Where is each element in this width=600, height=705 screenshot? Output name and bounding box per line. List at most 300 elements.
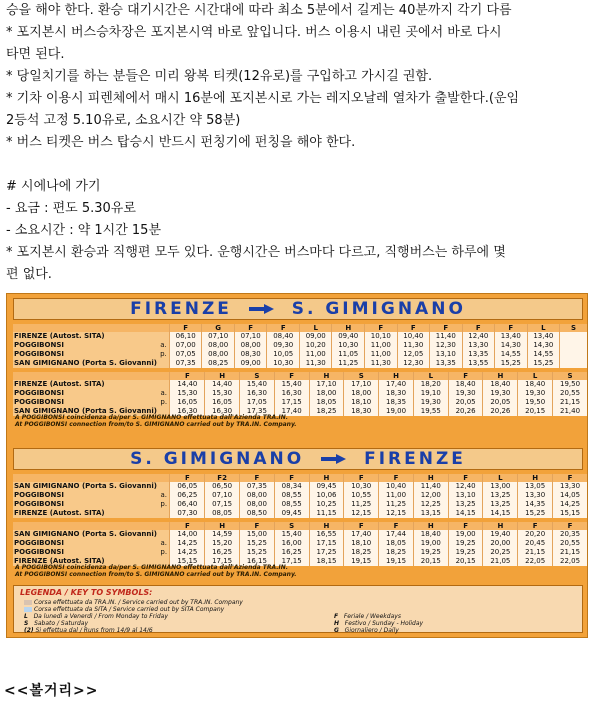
- table-row: [13, 341, 587, 350]
- legend-item: L Da lunedì a Venerdì / From Monday to Friday: [24, 613, 168, 620]
- departure-time: 16,30: [240, 389, 275, 398]
- station-name: POGGIBONSI: [14, 539, 64, 547]
- station-name: SAN GIMIGNANO (Porta S. Giovanni): [14, 530, 157, 538]
- text-line: 편 없다.: [6, 267, 52, 282]
- arrow-right-icon: [321, 454, 347, 464]
- service-code-row: [13, 324, 587, 332]
- departure-time: 08,00: [202, 341, 235, 350]
- departure-time: 19,15: [379, 557, 414, 566]
- departure-time: 18,00: [344, 389, 379, 398]
- departure-time: 19,40: [483, 530, 518, 539]
- arr-dep-marker: a.: [160, 491, 167, 499]
- departure-time: 15,30: [205, 389, 240, 398]
- departure-time: 10,30: [332, 341, 365, 350]
- text-line: * 포지본시 버스승차장은 포지본시역 바로 앞입니다. 버스 이용시 내린 곳에서 바로 다시: [6, 25, 502, 40]
- departure-time: 09,00: [299, 332, 332, 341]
- service-code: F2: [205, 474, 240, 482]
- service-code: F: [518, 522, 553, 530]
- route-to: S. GIMIGNANO: [291, 299, 466, 319]
- departure-time: 15,25: [518, 509, 553, 518]
- service-code: L: [483, 474, 518, 482]
- station-name: POGGIBONSI: [14, 389, 64, 397]
- departure-time: 14,30: [527, 341, 560, 350]
- service-code: F: [344, 474, 379, 482]
- table-row: [13, 398, 587, 407]
- swatch-sita: [24, 607, 32, 612]
- arr-dep-marker: a.: [160, 341, 167, 349]
- departure-time: 10,40: [397, 332, 430, 341]
- departure-time: 13,10: [448, 491, 483, 500]
- timetable-block: [13, 324, 587, 368]
- departure-time: 10,10: [365, 332, 398, 341]
- text-line: # 시에나에 가기: [6, 179, 101, 194]
- service-code: H: [518, 474, 553, 482]
- departure-time: 19,50: [518, 398, 553, 407]
- text-line: * 기차 이용시 피렌체에서 매시 16분에 포지본시로 가는 레지오날레 열차가 출발한다.(운임: [6, 91, 520, 106]
- service-code: H: [483, 522, 518, 530]
- service-code: F: [379, 522, 414, 530]
- departure-time: 07,30: [170, 509, 205, 518]
- departure-time: 16,30: [274, 389, 309, 398]
- departure-time: 20,25: [483, 548, 518, 557]
- service-code-row: [13, 372, 587, 380]
- departure-time: 18,25: [344, 548, 379, 557]
- departure-time: 17,15: [274, 557, 309, 566]
- departure-time: 08,05: [205, 509, 240, 518]
- departure-time: 09,40: [332, 332, 365, 341]
- service-code: S: [560, 324, 587, 332]
- departure-time: 10,55: [344, 491, 379, 500]
- station-name: POGGIBONSI: [14, 398, 64, 406]
- departure-time: 07,05: [169, 350, 202, 359]
- service-code: F: [448, 474, 483, 482]
- service-code: F: [267, 324, 300, 332]
- departure-time: 07,00: [169, 341, 202, 350]
- departure-time: 08,55: [274, 491, 309, 500]
- departure-time: 17,35: [240, 407, 275, 416]
- legend-item: Corsa effettuata da SITA / Service carried out by SITA Company: [24, 606, 224, 613]
- legend-item: Corsa effettuata da TRA.IN. / Service carried out by TRA.IN. Company: [24, 599, 243, 606]
- departure-time: 11,15: [309, 509, 344, 518]
- departure-time: 09,00: [234, 359, 267, 368]
- departure-time: 13,40: [495, 332, 528, 341]
- service-code: L: [299, 324, 332, 332]
- departure-time: 08,34: [274, 482, 309, 491]
- bus-timetable-image: [6, 293, 588, 638]
- service-code: H: [205, 372, 240, 380]
- departure-time: 14,15: [483, 509, 518, 518]
- departure-time: 11,30: [397, 341, 430, 350]
- departure-time: 19,30: [483, 389, 518, 398]
- table-row: [13, 509, 587, 518]
- service-code: L: [518, 372, 553, 380]
- departure-time: 16,30: [205, 407, 240, 416]
- text-line: * 포지본시 환승과 직행편 모두 있다. 운행시간은 버스마다 다르고, 직행버스는 하루에 몇: [6, 245, 506, 260]
- departure-time: 11,40: [413, 482, 448, 491]
- arr-dep-marker: p.: [160, 548, 168, 556]
- departure-time: 13,35: [462, 350, 495, 359]
- station-name: SAN GIMIGNANO (Porta S. Giovanni): [14, 482, 157, 490]
- departure-time: 13,30: [518, 491, 553, 500]
- legend-item: (2) Si effettua dal / Runs from 14/9 al 14/6: [24, 627, 153, 634]
- service-code: H: [413, 474, 448, 482]
- departure-time: 16,25: [205, 548, 240, 557]
- arr-dep-marker: p.: [160, 500, 168, 508]
- connection-note: At POGGIBONSI connection from/to S. GIMIGNANO carried out by TRA.IN. Company.: [15, 571, 297, 578]
- departure-time: 10,20: [299, 341, 332, 350]
- departure-time: 15,25: [240, 539, 275, 548]
- service-code: H: [309, 372, 344, 380]
- departure-time: 19,30: [448, 389, 483, 398]
- departure-time: 15,40: [274, 530, 309, 539]
- service-code: H: [332, 324, 365, 332]
- text-line: 승을 해야 한다. 환승 대기시간은 시간대에 따라 최소 5분에서 길게는 40분까지 각기 다름: [6, 3, 512, 18]
- text-line: - 요금 : 편도 5.30유로: [6, 201, 136, 216]
- departure-time: 19,55: [413, 407, 448, 416]
- departure-time: 13,25: [448, 500, 483, 509]
- arr-dep-marker: [158, 482, 170, 491]
- departure-time: 20,00: [483, 539, 518, 548]
- service-code: F: [397, 324, 430, 332]
- departure-time: 17,15: [205, 557, 240, 566]
- departure-time: 16,05: [170, 398, 205, 407]
- departure-time: 18,30: [379, 389, 414, 398]
- departure-time: 09,30: [267, 341, 300, 350]
- connection-note: A POGGIBONSI coincidenza da/per S. GIMIGNANO effettuata dall'Azienda TRA.IN.: [15, 564, 289, 571]
- departure-time: 14,55: [527, 350, 560, 359]
- departure-time: 11,05: [332, 350, 365, 359]
- service-code: L: [527, 324, 560, 332]
- service-code: G: [202, 324, 235, 332]
- legend-box: [13, 585, 583, 633]
- service-code: S: [240, 372, 275, 380]
- departure-time: 08,00: [240, 500, 275, 509]
- departure-time: 19,50: [553, 380, 587, 389]
- departure-time: 08,50: [240, 509, 275, 518]
- service-code: F: [240, 474, 275, 482]
- departure-time: 11,25: [379, 500, 414, 509]
- departure-time: 20,15: [518, 407, 553, 416]
- departure-time: 14,59: [205, 530, 240, 539]
- departure-time: 07,35: [240, 482, 275, 491]
- departure-time: 19,00: [448, 530, 483, 539]
- text-line: * 당일치기를 하는 분들은 미리 왕복 티켓(12유로)를 구입하고 가시길 권함.: [6, 69, 433, 84]
- service-code: H: [483, 372, 518, 380]
- departure-time: 12,40: [448, 482, 483, 491]
- departure-time: 17,15: [309, 539, 344, 548]
- service-code: F: [553, 474, 587, 482]
- text-line: 2등석 고정 5.10유로, 소요시간 약 58분): [6, 113, 241, 128]
- departure-time: 07,10: [202, 332, 235, 341]
- station-name: FIRENZE (Autost. SITA): [14, 332, 105, 340]
- departure-time: 10,30: [344, 482, 379, 491]
- departure-time: 14,05: [553, 491, 587, 500]
- departure-time: 14,15: [448, 509, 483, 518]
- connection-note: A POGGIBONSI coincidenza da/per S. GIMIGNANO effettuata dall'Azienda TRA.IN.: [15, 414, 289, 421]
- departure-time: 13,30: [462, 341, 495, 350]
- departure-time: 18,35: [379, 398, 414, 407]
- departure-time: 20,15: [448, 557, 483, 566]
- departure-time: 20,55: [553, 539, 587, 548]
- service-code: F: [495, 324, 528, 332]
- connection-note: At POGGIBONSI connection from/to S. GIMIGNANO carried out by TRA.IN. Company.: [15, 421, 297, 428]
- departure-time: [560, 341, 587, 350]
- departure-time: 10,30: [267, 359, 300, 368]
- service-code: S: [274, 522, 309, 530]
- departure-time: 06,40: [170, 500, 205, 509]
- departure-time: 17,15: [274, 398, 309, 407]
- service-code: F: [553, 522, 587, 530]
- service-code: S: [344, 372, 379, 380]
- departure-time: 11,00: [299, 350, 332, 359]
- departure-time: 12,15: [344, 509, 379, 518]
- departure-time: 07,10: [205, 491, 240, 500]
- departure-time: 18,40: [448, 380, 483, 389]
- departure-time: 13,55: [462, 359, 495, 368]
- departure-time: 08,55: [274, 500, 309, 509]
- service-code: H: [309, 522, 344, 530]
- table-row: [13, 500, 587, 509]
- departure-time: 09,45: [274, 509, 309, 518]
- service-code: H: [309, 474, 344, 482]
- service-code-row: [13, 474, 587, 482]
- arr-dep-marker: a.: [160, 389, 167, 397]
- departure-time: 11,00: [379, 491, 414, 500]
- table-row: [13, 482, 587, 491]
- departure-time: 06,25: [170, 491, 205, 500]
- departure-time: 16,30: [170, 407, 205, 416]
- station-name: POGGIBONSI: [14, 548, 64, 556]
- departure-time: 19,00: [379, 407, 414, 416]
- service-code: F: [240, 522, 275, 530]
- departure-time: 19,00: [413, 539, 448, 548]
- service-code: F: [170, 474, 205, 482]
- station-name: POGGIBONSI: [14, 500, 64, 508]
- departure-time: 13,25: [483, 500, 518, 509]
- departure-time: 15,25: [527, 359, 560, 368]
- departure-time: 17,40: [274, 407, 309, 416]
- departure-time: 21,15: [553, 398, 587, 407]
- departure-time: 12,05: [397, 350, 430, 359]
- swatch-train: [24, 600, 32, 605]
- departure-time: 20,35: [553, 530, 587, 539]
- section-heading-sights: <<볼거리>>: [4, 683, 99, 699]
- departure-time: 19,25: [448, 539, 483, 548]
- departure-time: 20,20: [518, 530, 553, 539]
- service-code: F: [365, 324, 398, 332]
- departure-time: 07,10: [234, 332, 267, 341]
- departure-time: 13,25: [483, 491, 518, 500]
- departure-time: 18,10: [344, 398, 379, 407]
- table-row: [13, 539, 587, 548]
- table-row: [13, 389, 587, 398]
- departure-time: 10,06: [309, 491, 344, 500]
- route-header-firenze-gimignano: [13, 298, 583, 320]
- text-line: * 버스 티켓은 버스 탑승시 반드시 펀칭기에 펀칭을 해야 한다.: [6, 135, 356, 150]
- service-code: H: [413, 522, 448, 530]
- table-row: [13, 530, 587, 539]
- departure-time: 15,20: [205, 539, 240, 548]
- service-code: F: [379, 474, 414, 482]
- text-line: - 소요시간 : 약 1시간 15분: [6, 223, 162, 238]
- text-line: 타면 된다.: [6, 47, 65, 62]
- departure-time: 06,50: [205, 482, 240, 491]
- departure-time: 15,30: [170, 389, 205, 398]
- departure-time: 14,25: [553, 500, 587, 509]
- departure-time: 15,15: [170, 557, 205, 566]
- timetable-block: [13, 474, 587, 518]
- service-code: F: [170, 372, 205, 380]
- service-code-row: [13, 522, 587, 530]
- arr-dep-marker: [158, 359, 169, 368]
- departure-time: 14,55: [495, 350, 528, 359]
- departure-time: 17,10: [309, 380, 344, 389]
- service-code: L: [413, 372, 448, 380]
- departure-time: 21,15: [518, 548, 553, 557]
- departure-time: 21,40: [553, 407, 587, 416]
- service-code: F: [462, 324, 495, 332]
- station-name: SAN GIMIGNANO (Porta S. Giovanni): [14, 407, 157, 415]
- departure-time: 08,30: [234, 350, 267, 359]
- departure-time: 22,05: [553, 557, 587, 566]
- departure-time: 19,10: [413, 389, 448, 398]
- departure-time: 20,26: [483, 407, 518, 416]
- departure-time: 17,25: [309, 548, 344, 557]
- departure-time: 20,55: [553, 389, 587, 398]
- departure-time: 19,25: [448, 548, 483, 557]
- departure-time: 20,05: [448, 398, 483, 407]
- service-code: F: [448, 522, 483, 530]
- table-row: [13, 350, 587, 359]
- departure-time: 19,30: [413, 398, 448, 407]
- departure-time: 13,10: [430, 350, 463, 359]
- service-code: F: [274, 474, 309, 482]
- departure-time: 12,40: [462, 332, 495, 341]
- service-code: F: [448, 372, 483, 380]
- departure-time: 18,20: [413, 380, 448, 389]
- departure-time: 14,25: [170, 548, 205, 557]
- table-row: [13, 332, 587, 341]
- departure-time: [560, 359, 587, 368]
- departure-time: 12,15: [379, 509, 414, 518]
- departure-time: 14,00: [170, 530, 205, 539]
- route-header-gimignano-firenze: [13, 448, 583, 470]
- departure-time: 14,25: [170, 539, 205, 548]
- departure-time: 18,40: [483, 380, 518, 389]
- service-code: H: [379, 372, 414, 380]
- departure-time: 12,25: [413, 500, 448, 509]
- departure-time: 11,00: [365, 350, 398, 359]
- departure-time: 18,15: [309, 557, 344, 566]
- departure-time: 14,30: [495, 341, 528, 350]
- departure-time: 06,10: [169, 332, 202, 341]
- departure-time: 11,30: [299, 359, 332, 368]
- departure-time: 18,25: [309, 407, 344, 416]
- departure-time: 18,30: [344, 407, 379, 416]
- departure-time: 13,05: [518, 482, 553, 491]
- departure-time: 18,05: [379, 539, 414, 548]
- departure-time: 13,30: [553, 482, 587, 491]
- legend-item: F Feriale / Weekdays: [334, 613, 401, 620]
- station-name: POGGIBONSI: [14, 350, 64, 358]
- departure-time: 11,25: [332, 359, 365, 368]
- departure-time: 10,40: [379, 482, 414, 491]
- service-code: F: [234, 324, 267, 332]
- departure-time: 13,00: [483, 482, 518, 491]
- departure-time: 17,10: [344, 380, 379, 389]
- departure-time: 19,25: [413, 548, 448, 557]
- departure-time: 08,00: [234, 341, 267, 350]
- departure-time: 13,15: [413, 509, 448, 518]
- table-row: [13, 380, 587, 389]
- departure-time: 18,10: [344, 539, 379, 548]
- departure-time: [560, 332, 587, 341]
- service-code: F: [344, 522, 379, 530]
- route-to: FIRENZE: [364, 449, 466, 469]
- departure-time: 08,25: [202, 359, 235, 368]
- timetable-block: [13, 522, 587, 566]
- departure-time: 06,05: [170, 482, 205, 491]
- departure-time: 11,40: [430, 332, 463, 341]
- departure-time: 15,25: [240, 548, 275, 557]
- departure-time: 09,45: [309, 482, 344, 491]
- departure-time: 12,30: [397, 359, 430, 368]
- station-name: SAN GIMIGNANO (Porta S. Giovanni): [14, 359, 157, 367]
- legend-item: S Sabato / Saturday: [24, 620, 89, 627]
- table-row: [13, 359, 587, 368]
- departure-time: 15,15: [553, 509, 587, 518]
- departure-time: 11,30: [365, 359, 398, 368]
- service-code: F: [169, 324, 202, 332]
- service-code: F: [430, 324, 463, 332]
- departure-time: 08,40: [267, 332, 300, 341]
- route-from: S. GIMIGNANO: [130, 449, 305, 469]
- departure-time: 12,30: [430, 341, 463, 350]
- station-name: FIRENZE (Autost. SITA): [14, 380, 105, 388]
- arr-dep-marker: a.: [160, 539, 167, 547]
- arr-dep-marker: [158, 332, 169, 341]
- arr-dep-marker: p.: [160, 398, 168, 406]
- departure-time: 10,25: [309, 500, 344, 509]
- departure-time: 22,05: [518, 557, 553, 566]
- departure-time: 21,15: [553, 548, 587, 557]
- route-from: FIRENZE: [130, 299, 232, 319]
- departure-time: 20,26: [448, 407, 483, 416]
- departure-time: 14,35: [518, 500, 553, 509]
- station-name: POGGIBONSI: [14, 341, 64, 349]
- station-name: FIRENZE (Autost. SITA): [14, 557, 105, 565]
- arr-dep-marker: [158, 530, 170, 539]
- departure-time: 21,05: [483, 557, 518, 566]
- service-code: F: [170, 522, 205, 530]
- departure-time: 15,00: [240, 530, 275, 539]
- legend-title: LEGENDA / KEY TO SYMBOLS:: [20, 588, 153, 597]
- departure-time: 16,55: [309, 530, 344, 539]
- departure-time: 18,00: [309, 389, 344, 398]
- departure-time: 20,15: [413, 557, 448, 566]
- departure-time: 16,15: [240, 557, 275, 566]
- departure-time: 20,05: [483, 398, 518, 407]
- departure-time: 16,25: [274, 548, 309, 557]
- departure-time: 17,40: [344, 530, 379, 539]
- departure-time: 17,40: [379, 380, 414, 389]
- departure-time: 20,45: [518, 539, 553, 548]
- departure-time: 15,40: [240, 380, 275, 389]
- station-name: POGGIBONSI: [14, 491, 64, 499]
- departure-time: 16,00: [274, 539, 309, 548]
- legend-item: H Festivo / Sunday - Holiday: [334, 620, 424, 627]
- table-row: [13, 548, 587, 557]
